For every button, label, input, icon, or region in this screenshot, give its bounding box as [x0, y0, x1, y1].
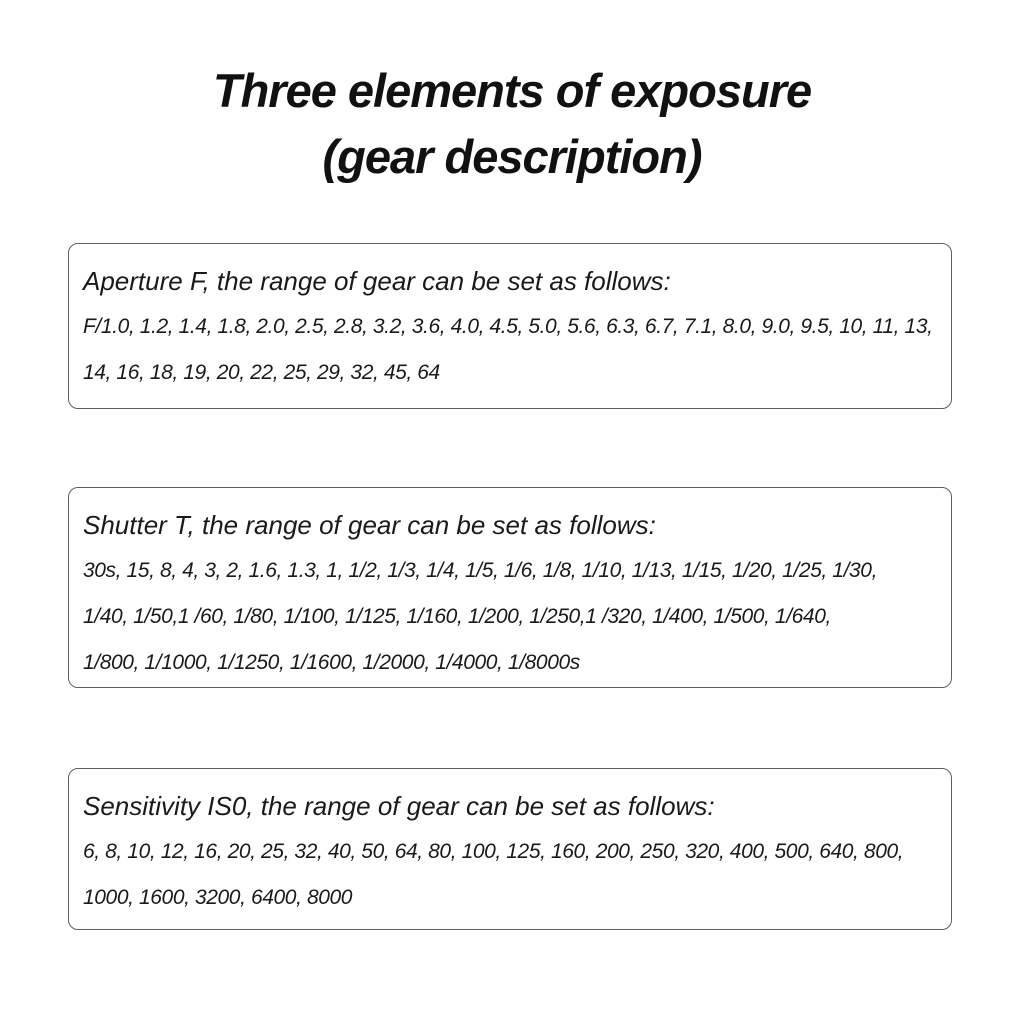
aperture-values-line: F/1.0, 1.2, 1.4, 1.8, 2.0, 2.5, 2.8, 3.2, 3.6, 4.0, 4.5, 5.0, 5.6, 6.3, 6.7, 7.1, 8.0, 9.0, 9.5, 10, 11, 13, [83, 315, 933, 338]
title-line-2: (gear description) [322, 130, 702, 183]
aperture-box-header: Aperture F, the range of gear can be set as follows: [83, 266, 671, 296]
page-title [0, 58, 1024, 190]
sensitivity-box [68, 768, 952, 930]
shutter-values-line: 1/800, 1/1000, 1/1250, 1/1600, 1/2000, 1/4000, 1/8000s [83, 651, 580, 674]
shutter-values-line: 1/40, 1/50,1 /60, 1/80, 1/100, 1/125, 1/160, 1/200, 1/250,1 /320, 1/400, 1/500, 1/640, [83, 605, 831, 628]
aperture-values-line: 14, 16, 18, 19, 20, 22, 25, 29, 32, 45, 64 [83, 361, 440, 384]
shutter-values-line: 30s, 15, 8, 4, 3, 2, 1.6, 1.3, 1, 1/2, 1/3, 1/4, 1/5, 1/6, 1/8, 1/10, 1/13, 1/15, 1/20, 1/25, 1/30, [83, 559, 878, 582]
aperture-box [68, 243, 952, 409]
sensitivity-box-header: Sensitivity IS0, the range of gear can be set as follows: [83, 791, 715, 821]
shutter-box [68, 487, 952, 688]
sensitivity-values-line: 1000, 1600, 3200, 6400, 8000 [83, 886, 353, 909]
title-line-1: Three elements of exposure [212, 64, 812, 117]
shutter-box-header: Shutter T, the range of gear can be set as follows: [83, 510, 656, 540]
sensitivity-values-line: 6, 8, 10, 12, 16, 20, 25, 32, 40, 50, 64, 80, 100, 125, 160, 200, 250, 320, 400, 500, 640, 800, [83, 840, 904, 863]
